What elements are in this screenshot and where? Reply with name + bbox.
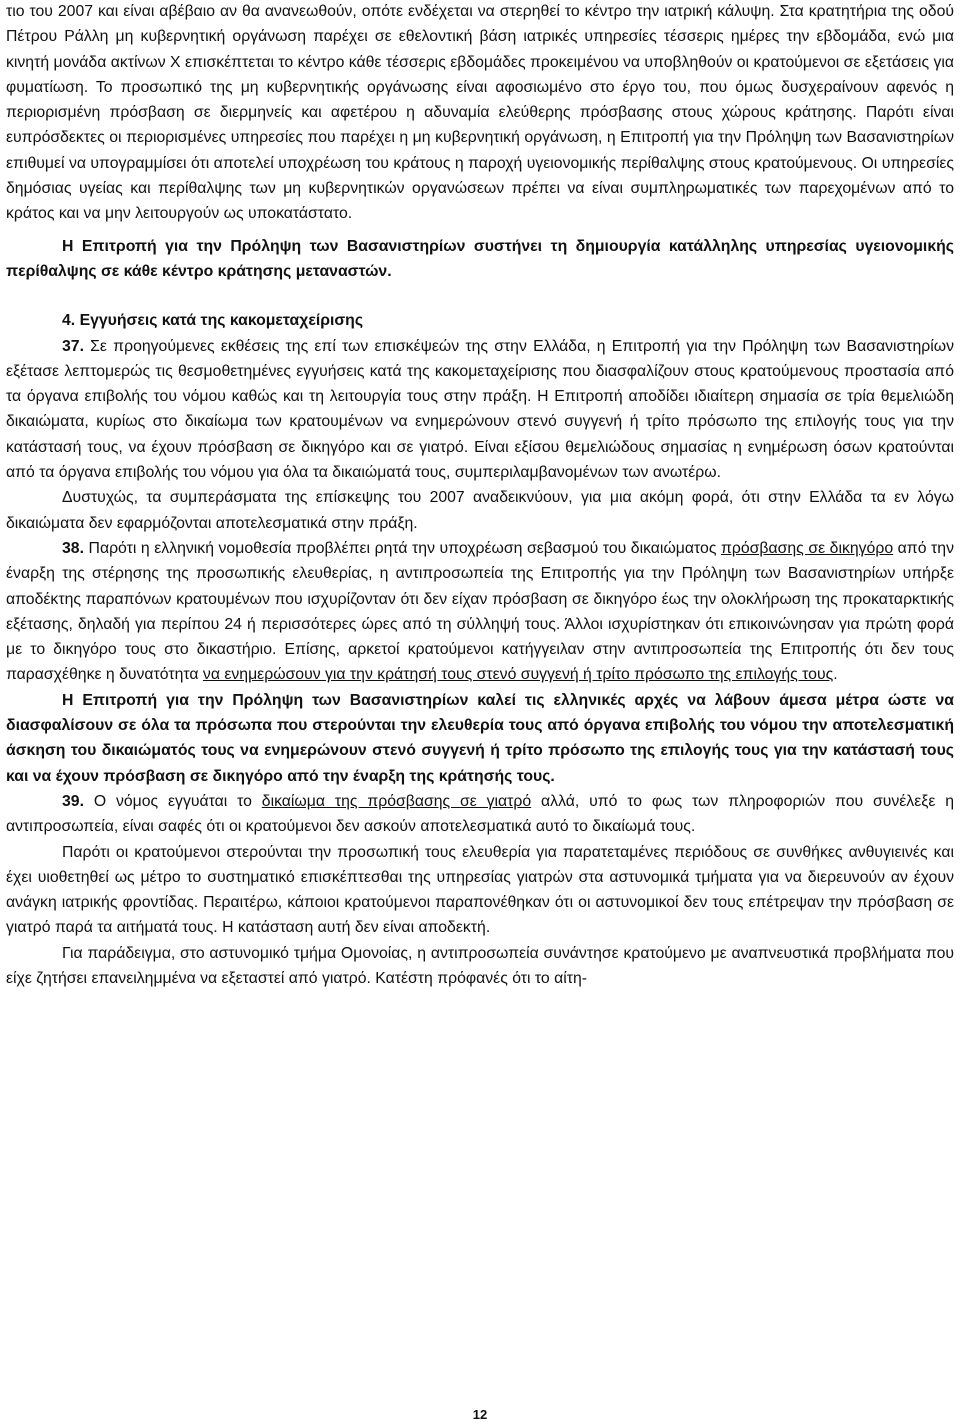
recommendation-rights: Η Επιτροπή για την Πρόληψη των Βασανιστηρίων καλεί τις ελληνικές αρχές να λάβουν άμεσα μέτρα ώστε να διασφαλίσουν σε όλα τα πρόσωπα που στερούνται την ελευθερία τους από όργανα επιβολής του νόμου την αποτελεσματική άσκηση του δικαιώματός τους να ενημερώνουν στενό συγγενή ή τρίτο πρόσωπο της επιλογής τους για την κατάστασή τους και να έχουν πρόσβαση σε δικηγόρο από την έναρξη της κράτησής τους. (6, 691, 954, 785)
section-heading: 4. Εγγυήσεις κατά της κακομεταχείρισης (62, 312, 364, 330)
paragraph-text: . (833, 666, 838, 684)
paragraph-38 (6, 536, 954, 688)
paragraph-text: Σε προηγούμενες εκθέσεις της επί των επισκέψεών της στην Ελλάδα, η Επιτροπή για την Πρόληψη των Βασανιστηρίων εξέτασε λεπτομερώς τις θεσμοθετημένες εγγυήσεις κατά της κακομεταχείρισης που διασφαλίζουν στους κρατούμενους προστασία από τα όργανα επιβολής του νόμου καθώς και τη λειτουργία τους στην πράξη. Η Επιτροπή αποδίδει ιδιαίτερη σημασία σε τρία θεμελιώδη δικαιώματα, κυρίως στο δικαίωμα των κρατουμένων να ενημερώνουν στενό συγγενή ή τρίτο πρόσωπο της επιλογής τους για την κατάστασή τους, να έχουν πρόσβαση σε δικηγόρο και σε γιατρό. Είναι εξίσου θεμελιώδους σημασίας η ενημέρωση όσων κρατούνται από τα όργανα επιβολής του νόμου για όλα τα δικαιώματά τους, συμπεριλαμβανομένων των ανωτέρω. (6, 337, 954, 482)
paragraph-39-example: Για παράδειγμα, στο αστυνομικό τμήμα Ομονοίας, η αντιπροσωπεία συνάντησε κρατούμενο με αναπνευστικά προβλήματα που είχε ζητήσει επανειλημμένα να εξεταστεί από γιατρό. Κατέστη πρόφανές ότι το αίτη- (6, 944, 954, 987)
paragraph-text: Ο νόμος εγγυάται το (93, 792, 262, 810)
paragraph-text: από την έναρξη της στέρησης της προσωπικής ελευθερίας, η αντιπροσωπεία της Επιτροπής για την Πρόληψη των Βασανιστηρίων υπήρξε αποδέκτης παραπόνων κρατουμένων που ισχυρίζονταν ότι δεν είχαν πρόσβαση σε δικηγόρο έως την ολοκλήρωση της προκαταρκτικής εξέτασης, δηλαδή για περίπου 24 ή περισσότερες ώρες από τη σύλληψή τους. Άλλοι ισχυρίστηκαν ότι επικοινώνησαν για πρώτη φορά με το δικηγόρο τους στο δικαστήριο. Επίσης, αρκετοί κρατούμενοι κατήγγειλαν στην αντιπροσωπεία της Επιτροπής ότι δεν τους παρασχέθηκε η δυνατότητα (6, 539, 954, 684)
paragraph-text: Παρότι η ελληνική νομοθεσία προβλέπει ρητά την υποχρέωση σεβασμού του δικαιώματος (88, 539, 721, 557)
recommendation-health-service: Η Επιτροπή για την Πρόληψη των Βασανιστηρίων συστήνει τη δημιουργία κατάλληλης υπηρεσίας υγειονομικής περίθαλψης σε κάθε κέντρο κράτησης μεταναστών. (6, 237, 954, 280)
paragraph-text: αλλά, υπό το φως των πληροφοριών που συνέλεξε η αντιπροσωπεία, είναι σαφές ότι οι κρατούμενοι δεν ασκούν αποτελεσματικά αυτό το δικαίωμά τους. (6, 792, 955, 836)
underlined-phrase-inform-relative: να ενημερώσουν για την κράτησή τους στενό συγγενή ή τρίτο πρόσωπο της επιλογής τους (202, 666, 834, 684)
paragraph-number: 39. (62, 792, 84, 810)
paragraph-39 (6, 789, 954, 840)
paragraph-number: 38. (62, 539, 84, 557)
underlined-phrase-doctor-access: δικαίωμα της πρόσβασης σε γιατρό (261, 792, 532, 810)
paragraph-medical-services: τιο του 2007 και είναι αβέβαιο αν θα ανανεωθούν, οπότε ενδέχεται να στερηθεί το κέντρο την ιατρική κάλυψη. Στα κρατητήρια της οδού Πέτρου Ράλλη μη κυβερνητική οργάνωση παρέχει σε εθελοντική βάση ιατρικές υπηρεσίες τέσσερις ημέρες την εβδομάδα, ενώ μια κινητή μονάδα ακτίνων Χ επισκέπτεται το κέντρο κάθε τέσσερις εβδομάδες προκειμένου να υποβληθούν οι κρατούμενοι σε εξετάσεις για φυματίωση. Το προσωπικό της μη κυβερνητικής οργάνωσης είναι αφοσιωμένο στο έργο του, που όμως δυσχεραίνουν αφενός η περιορισμένη πρόσβαση σε διερμηνείς και αφετέρου η αδυναμία ελεύθερης πρόσβασης στους χώρους κράτησης. Παρότι είναι ευπρόσδεκτες οι περιορισμένες υπηρεσίες που παρέχει η μη κυβερνητική οργάνωση, η Επιτροπή για την Πρόληψη των Βασανιστηρίων επιθυμεί να υπογραμμίσει ότι αποτελεί υποχρέωση του κράτους η παροχή υγειονομικής περίθαλψης στους κρατούμενους. Οι υπηρεσίες δημόσιας υγείας και περίθαλψης των μη κυβερνητικών οργανώσεων πρέπει να είναι συμπληρωματικές των παρεχομένων από το κράτος και να μην λειτουργούν ως υποκατάστατο. (6, 3, 954, 223)
paragraph-37-followup: Δυστυχώς, τα συμπεράσματα της επίσκεψης του 2007 αναδεικνύουν, για μια ακόμη φορά, ότι στην Ελλάδα τα εν λόγω δικαιώματα δεν εφαρμόζονται αποτελεσματικά στην πράξη. (6, 489, 954, 532)
paragraph-37 (6, 334, 954, 486)
paragraph-39-followup: Παρότι οι κρατούμενοι στερούνται την προσωπική τους ελευθερία για παρατεταμένες περιόδους σε συνθήκες ανθυγιεινές και έχει υιοθετηθεί ως μέτρο το συστηματικό επισκέπτεσθαι της υπηρεσίας γιατρών στα αστυνομικά τμήματα για να διερευνούν αν έχουν ανάγκη ιατρικής φροντίδας. Περαιτέρω, κάποιοι κρατούμενοι παραπονέθηκαν ότι οι αστυνομικοί δεν τους επέτρεψαν την πρόσβαση σε γιατρό παρά τα αιτήματά τους. Η κατάσταση αυτή δεν είναι αποδεκτή. (6, 843, 954, 937)
page-number: 12 (472, 1407, 488, 1422)
paragraph-number: 37. (62, 337, 84, 355)
underlined-phrase-lawyer-access: πρόσβασης σε δικηγόρο (720, 539, 894, 557)
document-body (6, 0, 954, 991)
